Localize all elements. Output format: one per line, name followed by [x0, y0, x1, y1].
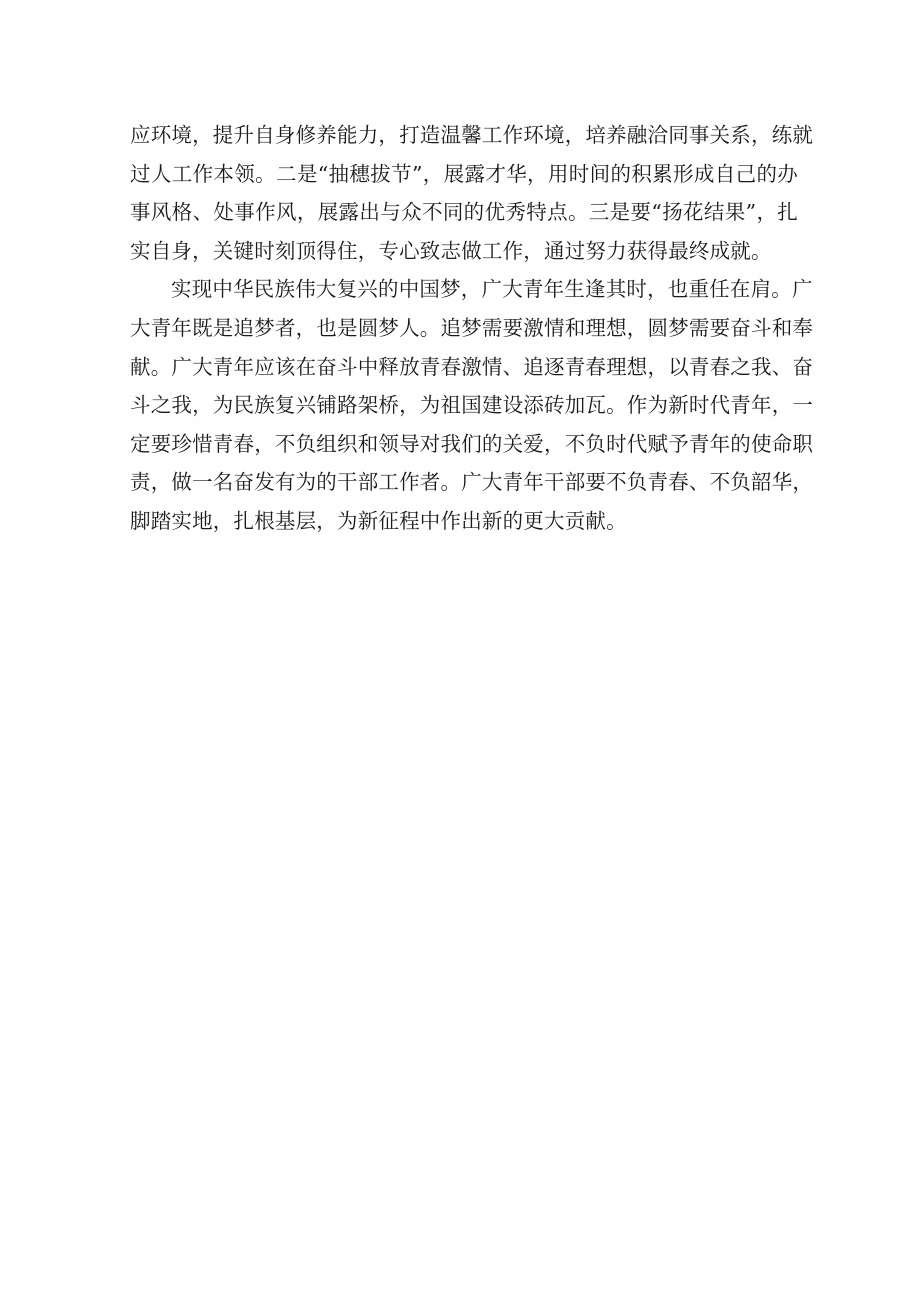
paragraph-line: 事风格、处事作风，展露出与众不同的优秀特点。三是要“扬花结果”，扎 [130, 200, 798, 225]
paragraph-line: 应环境，提升自身修养能力，打造温馨工作环境，培养融洽同事关系，练就 [130, 123, 814, 147]
paragraph-line: 献。广大青年应该在奋斗中释放青春激情、追逐青春理想，以青春之我、奋 [130, 354, 814, 379]
document-body [130, 116, 814, 541]
paragraph-line: 过人工作本领。二是“抽穗拔节”，展露才华，用时间的积累形成自己的办 [130, 161, 798, 186]
paragraph-line: 脚踏实地，扎根基层，为新征程中作出新的更大贡献。 [130, 508, 627, 533]
paragraph-line: 大青年既是追梦者，也是圆梦人。追梦需要激情和理想，圆梦需要奋斗和奉 [130, 315, 814, 340]
paragraph-line: 责，做一名奋发有为的干部工作者。广大青年干部要不负青春、不负韶华， [130, 470, 814, 495]
paragraph-line: 定要珍惜青春，不负组织和领导对我们的关爱，不负时代赋予青年的使命职 [130, 431, 814, 456]
paragraph-2 [130, 270, 814, 540]
paragraph-line: 斗之我，为民族复兴铺路架桥，为祖国建设添砖加瓦。作为新时代青年，一 [130, 393, 814, 418]
paragraph-1 [130, 116, 814, 270]
paragraph-line: 实现中华民族伟大复兴的中国梦，广大青年生逢其时，也重任在肩。广 [171, 277, 813, 302]
paragraph-line: 实自身，关键时刻顶得住，专心致志做工作，通过努力获得最终成就。 [130, 238, 772, 263]
